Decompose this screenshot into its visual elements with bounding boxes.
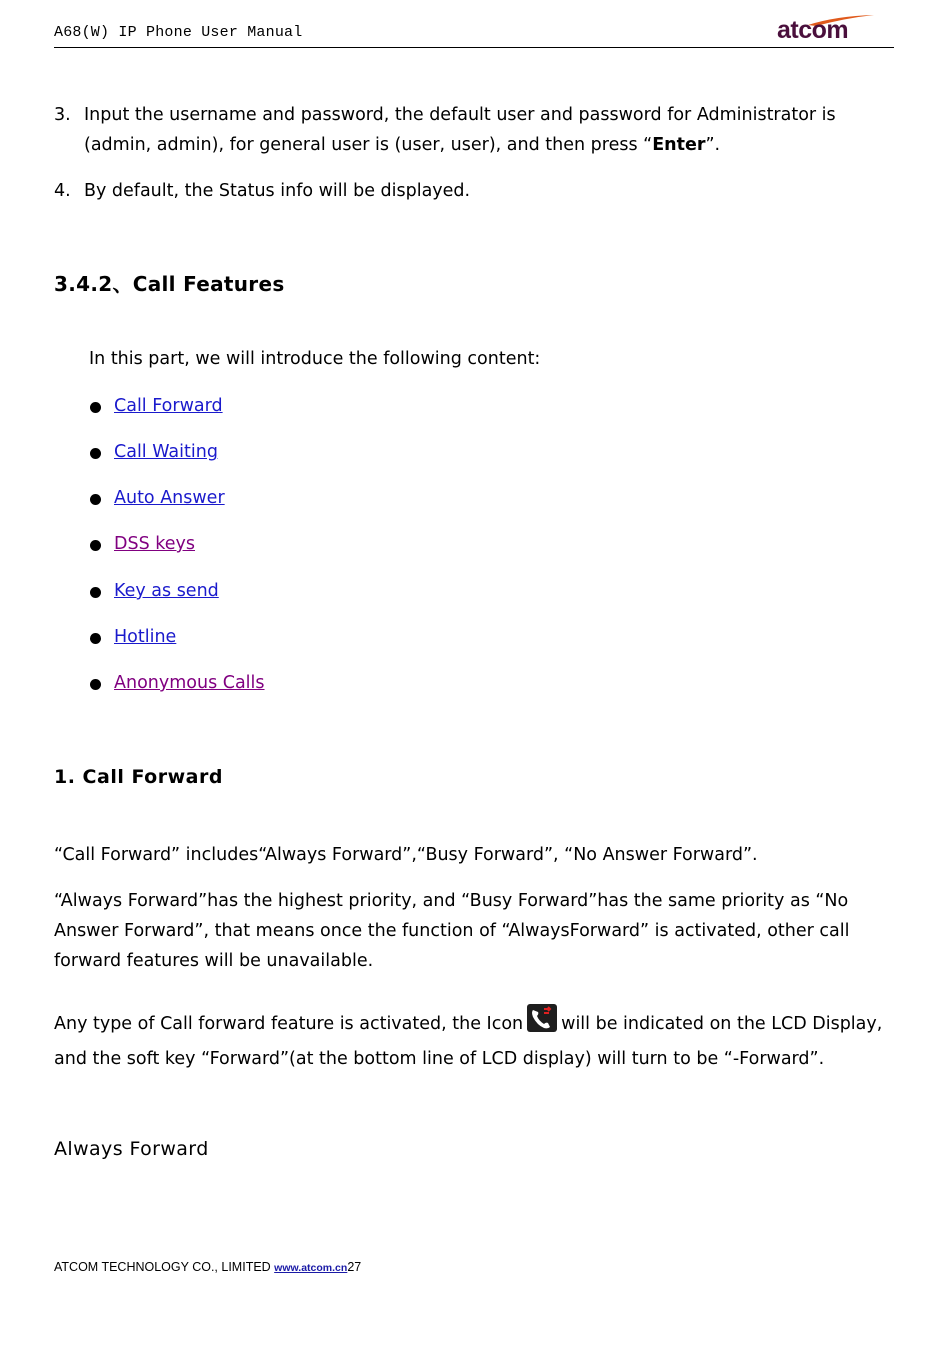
- link-call-waiting[interactable]: Call Waiting: [114, 442, 218, 462]
- step-4-text: By default, the Status info will be displayed.: [84, 181, 471, 201]
- section-heading: 3.4.2、Call Features: [54, 272, 285, 296]
- enter-key-label: Enter: [652, 135, 706, 155]
- always-forward-subheading: Always Forward: [54, 1138, 209, 1160]
- link-key-as-send[interactable]: Key as send: [114, 581, 219, 601]
- page-footer: [54, 1260, 361, 1274]
- footer-website-link[interactable]: www.atcom.cn: [274, 1262, 348, 1274]
- manual-title: A68(W) IP Phone User Manual: [54, 24, 303, 41]
- step-3-text: Input the username and password, the default user and password for Administrator is (admin, admin), for general user is (user, user), and then press “Enter”.: [84, 105, 836, 155]
- link-hotline[interactable]: Hotline: [114, 627, 177, 647]
- call-forward-paragraph-2: “Always Forward”has the highest priority, and “Busy Forward”has the same priority as “No Answer Forward”, that means once the function of “AlwaysForward” is activated, other call forward features will be unavailable.: [54, 891, 850, 971]
- bullet-icon: [90, 679, 101, 690]
- bullet-icon: [90, 633, 101, 644]
- bullet-icon: [90, 402, 101, 413]
- header-divider: [54, 47, 894, 48]
- footer-company: ATCOM TECHNOLOGY CO., LIMITED: [54, 1260, 275, 1274]
- call-forward-paragraph-1: “Call Forward” includes“Always Forward”,“Busy Forward”, “No Answer Forward”.: [54, 845, 758, 865]
- link-auto-answer[interactable]: Auto Answer: [114, 488, 225, 508]
- link-anonymous-calls[interactable]: Anonymous Calls: [114, 673, 265, 693]
- phone-handset-icon: [527, 1004, 557, 1032]
- link-call-forward[interactable]: Call Forward: [114, 396, 223, 416]
- atcom-logo: [776, 14, 876, 44]
- call-forward-paragraph-3: Any type of Call forward feature is activated, the Icon will be indicated on the LCD Display, and the soft key “Forward”(at the bottom line of LCD display) will turn to be “-Forward”.: [54, 1004, 899, 1077]
- bullet-icon: [90, 448, 101, 459]
- section-intro: In this part, we will introduce the following content:: [89, 349, 541, 369]
- call-forward-heading: 1. Call Forward: [54, 766, 223, 788]
- bullet-icon: [90, 587, 101, 598]
- link-dss-keys[interactable]: DSS keys: [114, 534, 196, 554]
- step-number: 3.: [54, 105, 71, 125]
- page-number: 27: [347, 1260, 362, 1274]
- logo-text: atcom: [777, 16, 849, 44]
- bullet-icon: [90, 540, 101, 551]
- bullet-icon: [90, 494, 101, 505]
- step-number: 4.: [54, 181, 71, 201]
- call-forward-icon: [527, 1004, 557, 1032]
